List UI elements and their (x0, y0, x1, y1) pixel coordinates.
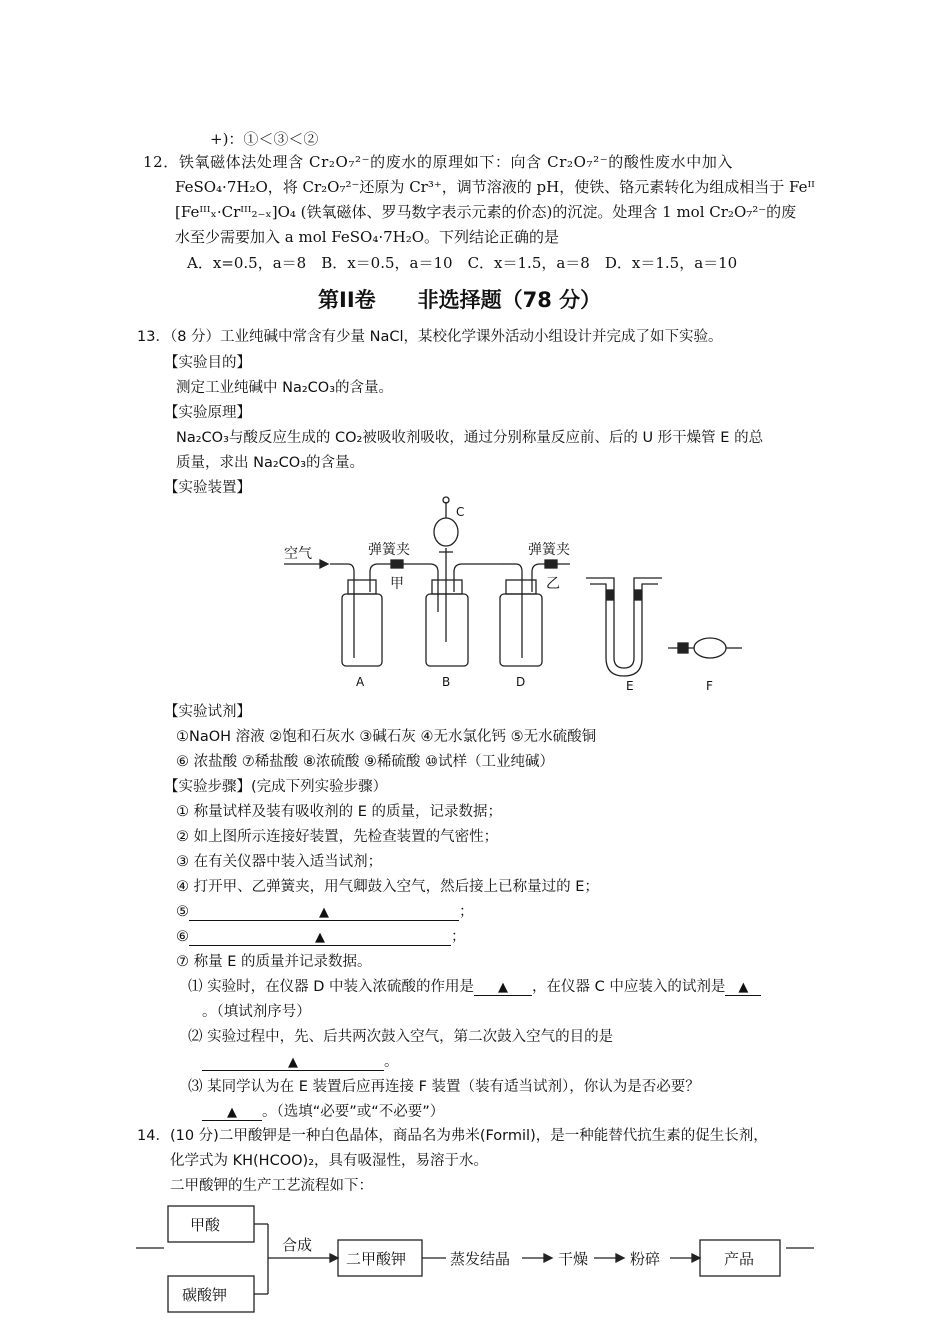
q13-reagents2: ⑥ 浓盐酸 ⑦稀盐酸 ⑧浓硫酸 ⑨稀硫酸 ⑩试样（工业纯碱） (176, 754, 555, 770)
q13-intro: 13．（8 分）工业纯碱中常含有少量 NaCl，某校化学课外活动小组设计并完成了如下实验。 (137, 329, 723, 345)
label-yi: 乙 (546, 576, 560, 592)
label-f: F (706, 679, 713, 692)
air-arrowhead (320, 560, 328, 568)
flow-final: 产品 (724, 1250, 755, 1268)
q13-sub1-end: 。（填试剂序号） (202, 1004, 311, 1020)
label-clamp1: 弹簧夹 (368, 542, 410, 558)
flow-k2co3: 碳酸钾 (182, 1286, 228, 1304)
q13-step7: ⑦ 称量 E 的质量并记录数据。 (176, 954, 372, 970)
label-air: 空气 (284, 546, 312, 562)
q13-step1: ① 称量试样及装有吸收剂的 E 的质量，记录数据； (176, 804, 502, 820)
label-clamp2: 弹簧夹 (528, 542, 570, 558)
step5-semicolon: ； (459, 904, 474, 920)
q12-line3: [Feᴵᴵᴵₓ·Crᴵᴵᴵ₂₋ₓ]O₄ (铁氧磁体、罗马数字表示元素的价态)的沉淀。处理含 1 mol Cr₂O₇²⁻的废 (175, 203, 797, 221)
q13-principle-head: 【实验原理】 (164, 405, 251, 421)
sub1-text-b: ，在仪器 C 中应装入的试剂是 (532, 979, 726, 995)
label-jia: 甲 (390, 576, 404, 592)
q12-line1: 12．铁氧磁体法处理含 Cr₂O₇²⁻的废水的原理如下：向含 Cr₂O₇²⁻的酸性废水中加入 (143, 153, 734, 171)
step5-blank[interactable] (189, 904, 459, 921)
sub3-end: 。（选填“必要”或“不必要”） (262, 1104, 445, 1120)
bottle-b (426, 497, 500, 666)
flow-formic: 甲酸 (190, 1216, 221, 1234)
q13-purpose-head: 【实验目的】 (164, 355, 251, 371)
step5-num: ⑤ (176, 904, 189, 920)
q13-step3: ③ 在有关仪器中装入适当试剂； (176, 854, 383, 870)
q13-steps-head: 【实验步骤】(完成下列实验步骤） (164, 779, 388, 795)
flow-crush: 粉碎 (630, 1250, 661, 1268)
label-d: D (516, 675, 526, 689)
flow-synth: 合成 (282, 1236, 313, 1254)
q13-step5 (176, 900, 474, 921)
blank-mark: ▲ (288, 1055, 298, 1070)
blank-mark: ▲ (498, 980, 508, 995)
apparatus-diagram (270, 492, 760, 692)
clamp-jia (391, 560, 403, 568)
u-tube-e (586, 578, 662, 676)
q14-line1: 14．(10 分)二甲酸钾是一种白色晶体，商品名为弗米(Formil)，是一种能替代抗生素的促生长剂， (137, 1128, 768, 1144)
q13-apparatus-head: 【实验装置】 (164, 480, 251, 496)
q11-tail: +)：①＜③＜② (210, 130, 319, 148)
q13-sub1 (188, 975, 761, 996)
q13-reagents1: ①NaOH 溶液 ②饱和石灰水 ③碱石灰 ④无水氯化钙 ⑤无水硫酸铜 (176, 729, 597, 745)
q13-reagents-head: 【实验试剂】 (164, 704, 251, 720)
q13-step6 (176, 925, 466, 946)
q13-sub3: ⑶ 某同学认为在 E 装置后应再连接 F 装置（装有适当试剂），你认为是否必要？ (188, 1079, 700, 1095)
section-title: 第II卷 非选择题（78 分） (318, 288, 602, 312)
sub2-blank[interactable] (202, 1054, 384, 1071)
step6-semicolon: ； (451, 929, 466, 945)
blank-mark: ▲ (319, 905, 329, 920)
sub3-blank[interactable] (202, 1104, 262, 1121)
q12-line4: 水至少需要加入 a mol FeSO₄·7H₂O。下列结论正确的是 (175, 228, 560, 246)
q12-line2: FeSO₄·7H₂O，将 Cr₂O₇²⁻还原为 Cr³⁺，调节溶液的 pH，使铁、铬元素转化为组成相当于 Feᴵᴵ (175, 178, 815, 196)
q12-options: A．x=0.5，a＝8 B．x＝0.5，a＝10 C．x＝1.5，a＝8 D．x＝1.5，a＝10 (187, 254, 738, 272)
sub1-blank1[interactable] (474, 979, 532, 996)
sub2-end: 。 (384, 1054, 399, 1070)
flow-dry: 干燥 (558, 1250, 589, 1268)
q13-principle1: Na₂CO₃与酸反应生成的 CO₂被吸收剂吸收，通过分别称量反应前、后的 U 形干燥管 E 的总 (176, 430, 764, 446)
label-c: C (456, 505, 465, 519)
blank-mark: ▲ (227, 1105, 237, 1120)
drying-tube-f (668, 638, 742, 658)
q13-purpose: 测定工业纯碱中 Na₂CO₃的含量。 (176, 380, 394, 396)
flow-evap: 蒸发结晶 (450, 1250, 511, 1268)
q14-line2: 化学式为 KH(HCOO)₂，具有吸湿性，易溶于水。 (170, 1153, 489, 1169)
q13-sub2-answer (202, 1050, 399, 1071)
label-b: B (442, 675, 451, 689)
blank-mark: ▲ (738, 980, 749, 995)
blank-mark: ▲ (315, 930, 325, 945)
q14-line3: 二甲酸钾的生产工艺流程如下： (170, 1178, 373, 1194)
q13-sub2: ⑵ 实验过程中，先、后共两次鼓入空气，第二次鼓入空气的目的是 (188, 1029, 614, 1045)
label-e: E (626, 679, 634, 692)
q13-sub3-answer (202, 1100, 444, 1121)
sub1-blank2[interactable] (725, 979, 761, 996)
q13-step4: ④ 打开甲、乙弹簧夹，用气卿鼓入空气，然后接上已称量过的 E； (176, 879, 599, 895)
q13-principle2: 质量，求出 Na₂CO₃的含量。 (176, 455, 365, 471)
sub1-text-a: ⑴ 实验时，在仪器 D 中装入浓硫酸的作用是 (188, 979, 474, 995)
bottle-a (330, 564, 394, 666)
process-flow-diagram (130, 1198, 830, 1320)
flow-product1: 二甲酸钾 (346, 1250, 407, 1268)
step6-blank[interactable] (189, 929, 451, 946)
q13-step2: ② 如上图所示连接好装置，先检查装置的气密性； (176, 829, 499, 845)
label-a: A (356, 675, 365, 689)
step6-num: ⑥ (176, 929, 189, 945)
